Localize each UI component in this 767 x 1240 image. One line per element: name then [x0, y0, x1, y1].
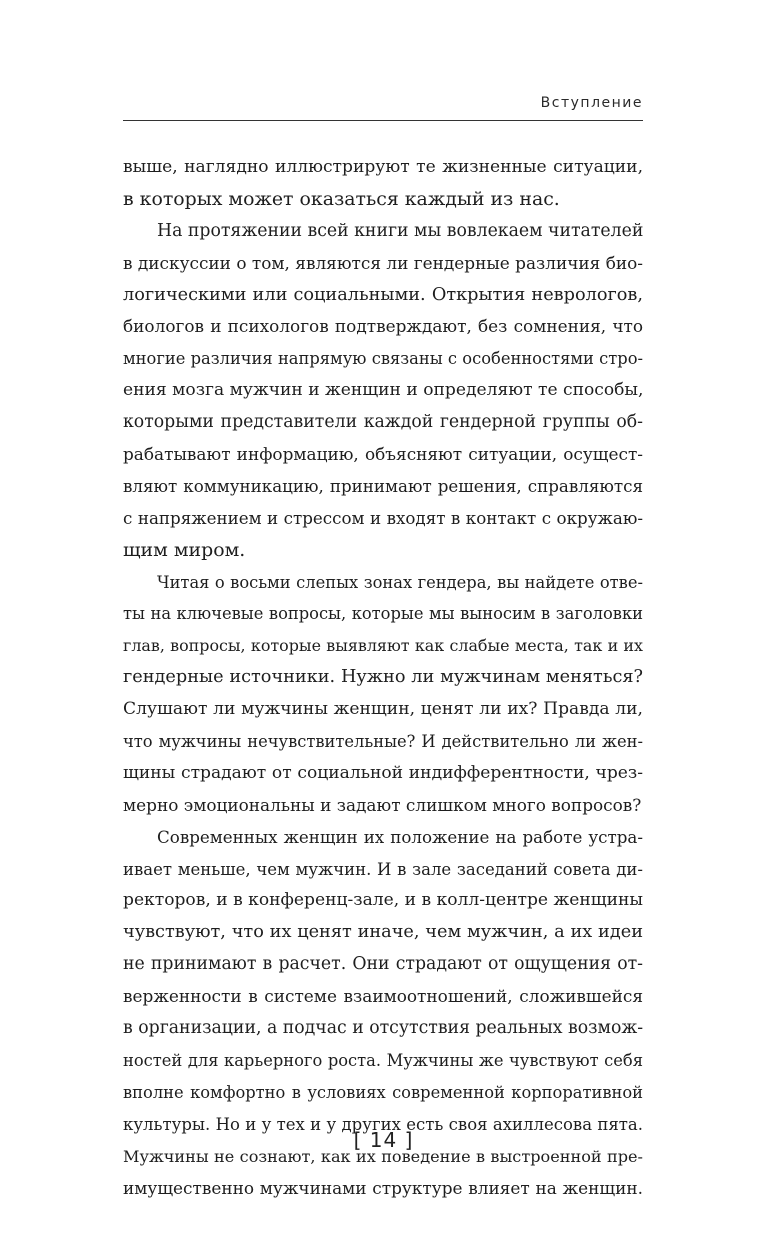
text-line: мерно эмоциональны и задают слишком много вопросов? — [123, 794, 642, 815]
text-line: гендерные источники. Нужно ли мужчинам меняться? — [123, 667, 643, 688]
text-line: логическими или социальными. Открытия неврологов, — [123, 284, 643, 305]
text-line: с напряжением и стрессом и входят в контакт с окружаю- — [123, 507, 643, 528]
text-line: глав, вопросы, которые выявляют как слабые места, так и их — [123, 636, 643, 656]
text-line: ения мозга мужчин и женщин и определяют те способы, — [123, 380, 644, 401]
text-line: щим миром. — [123, 538, 246, 561]
text-line: многие различия напрямую связаны с особенностями стро- — [123, 349, 643, 369]
text-line: верженности в системе взаимоотношений, сложившейся — [123, 986, 643, 1007]
text-line: в организации, а подчас и отсутствия реальных возмож- — [123, 1018, 644, 1039]
text-line: ностей для карьерного роста. Мужчины же чувствуют себя — [123, 1050, 643, 1070]
text-line: Мужчины не сознают, как их поведение в выстроенной пре- — [123, 1146, 643, 1166]
text-line: имущественно мужчинами структуре влияет на женщин. — [123, 1177, 643, 1198]
text-line: культуры. Но и у тех и у других есть своя ахиллесова пята. — [123, 1114, 643, 1134]
page-number: [ 14 ] — [353, 1128, 414, 1152]
text-line: в дискуссии о том, являются ли гендерные различия био- — [123, 252, 643, 273]
text-line: в которых может оказаться каждый из нас. — [123, 187, 560, 210]
header-rule — [123, 120, 643, 121]
text-line: которыми представители каждой гендерной группы об- — [123, 412, 643, 433]
text-line: ты на ключевые вопросы, которые мы выносим в заголовки — [123, 604, 643, 624]
text-line: выше, наглядно иллюстрируют те жизненные ситуации, — [123, 157, 643, 177]
text-line: биологов и психологов подтверждают, без сомнения, что — [123, 316, 643, 337]
text-line: щины страдают от социальной индифферентности, чрез- — [123, 762, 643, 783]
text-line: рабатывают информацию, объясняют ситуации, осущест- — [123, 444, 643, 465]
text-line: Слушают ли мужчины женщин, ценят ли их? Правда ли, — [123, 699, 643, 720]
text-line: что мужчины нечувствительные? И действительно ли жен- — [123, 732, 643, 752]
text-line: На протяжении всей книги мы вовлекаем читателей — [157, 220, 644, 241]
text-line: вляют коммуникацию, принимают решения, справляются — [123, 475, 643, 496]
text-line: Современных женщин их положение на работе устра- — [157, 826, 643, 847]
text-line: Читая о восьми слепых зонах гендера, вы найдете отве- — [157, 572, 643, 592]
text-line: не принимают в расчет. Они страдают от ощущения от- — [123, 954, 643, 975]
body-text — [123, 152, 643, 1204]
text-line: вполне комфортно в условиях современной корпоративной — [123, 1082, 643, 1102]
text-line: ивает меньше, чем мужчин. И в зале заседаний совета ди- — [123, 859, 643, 879]
text-line: ректоров, и в конференц-зале, и в колл-центре женщины — [123, 890, 643, 911]
running-head: Вступление — [540, 95, 643, 111]
text-line: чувствуют, что их ценят иначе, чем мужчин, а их идеи — [123, 922, 643, 943]
